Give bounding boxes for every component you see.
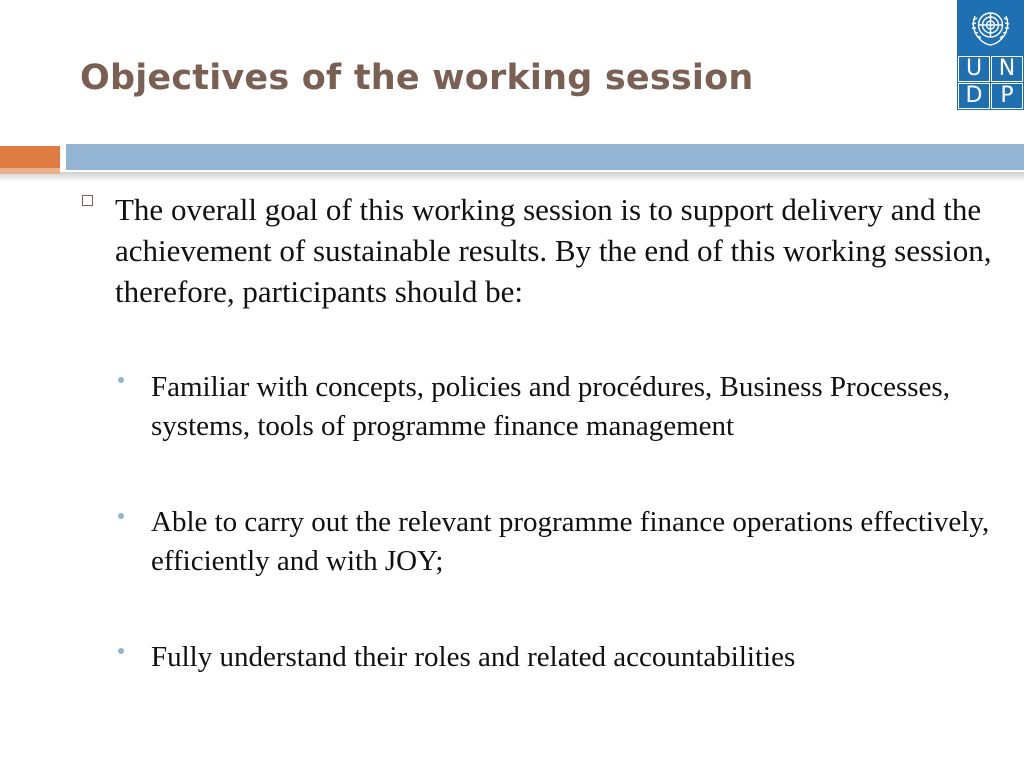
dot-bullet-icon: [118, 648, 124, 654]
logo-letter-p: P: [992, 84, 1022, 108]
sub-point: Fully understand their roles and related accountabilities: [151, 641, 796, 673]
undp-logo-letters: [959, 57, 1022, 108]
slide-title: Objectives of the working session: [80, 58, 754, 98]
logo-letter-u: U: [959, 57, 989, 81]
dot-bullet-icon: [118, 513, 124, 519]
main-point: The overall goal of this working session is to support delivery and the achievement of sustainable results. By the end of this working session, therefore, participants should be:: [115, 192, 992, 309]
logo-letter-n: N: [992, 57, 1022, 81]
square-bullet-icon: [82, 195, 93, 206]
undp-logo: [957, 0, 1024, 110]
header-band-orange-shadow: [0, 168, 60, 174]
header-band-shadow: [0, 172, 1024, 182]
un-emblem-icon: [957, 0, 1024, 55]
dot-bullet-icon: [118, 377, 124, 383]
sub-point: Able to carry out the relevant programme finance operations effectively, efficiently and with JOY;: [151, 506, 990, 577]
logo-letter-d: D: [959, 84, 989, 108]
header-band-orange: [0, 146, 60, 168]
header-band-blue: [66, 144, 1024, 170]
sub-point: Familiar with concepts, policies and procédures, Business Processes, systems, tools of programme finance management: [151, 371, 950, 442]
